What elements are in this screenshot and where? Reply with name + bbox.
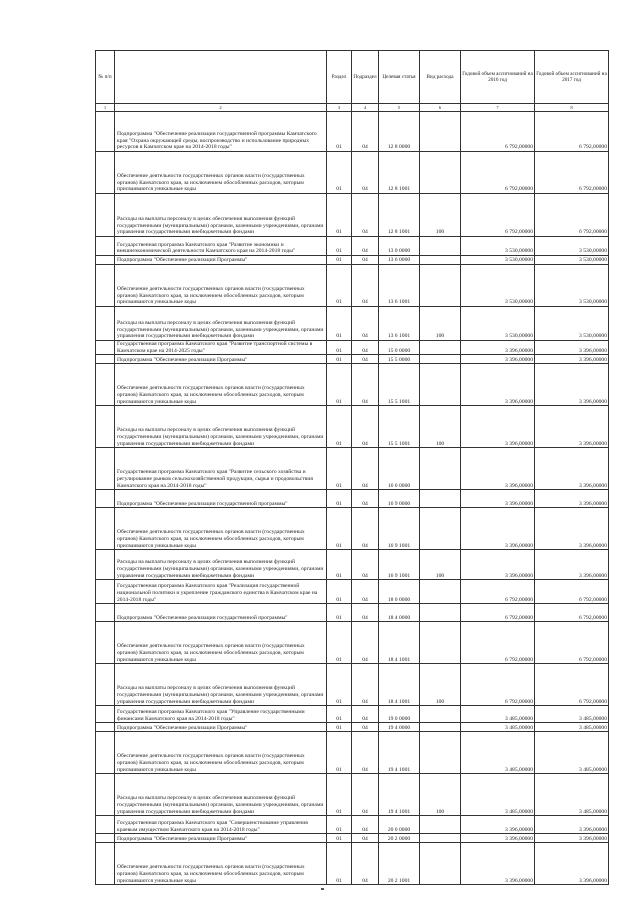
row-target-article: 15 0 0000 (379, 341, 420, 355)
row-amount-2017: 3 396,00000 (535, 448, 609, 490)
row-target-article: 19 4 0000 (379, 723, 420, 732)
row-amount-2016: 3 396,00000 (461, 834, 535, 843)
row-expense-type (420, 816, 461, 834)
row-number-cell (96, 341, 115, 355)
table-row (96, 307, 609, 341)
row-amount-2016: 6 792,00000 (461, 112, 535, 152)
row-razdel: 01 (327, 843, 352, 885)
page-mark (321, 888, 324, 890)
header-name (115, 51, 327, 104)
column-number-row (96, 104, 609, 112)
table-row (96, 355, 609, 364)
table-body (96, 112, 609, 885)
row-podrazdel: 04 (352, 448, 379, 490)
row-number-cell (96, 604, 115, 622)
row-amount-2016: 3 530,00000 (461, 265, 535, 307)
row-amount-2017: 3 485,00000 (535, 706, 609, 723)
table-row (96, 265, 609, 307)
row-amount-2016: 3 396,00000 (461, 508, 535, 550)
row-amount-2017: 6 792,00000 (535, 194, 609, 237)
row-podrazdel: 04 (352, 194, 379, 237)
row-amount-2017: 3 396,00000 (535, 508, 609, 550)
table-row (96, 816, 609, 834)
row-number-cell (96, 194, 115, 237)
row-razdel: 01 (327, 355, 352, 364)
row-expense-type: 100 (420, 406, 461, 448)
row-razdel: 01 (327, 341, 352, 355)
row-description: Государственная программа Камчатского края "Совершенствование управления краевым имуществом Камчатского края на 2014-2018 годы" (115, 816, 327, 834)
column-number: 2 (115, 104, 327, 112)
row-amount-2016: 3 485,00000 (461, 732, 535, 774)
row-expense-type (420, 723, 461, 732)
row-podrazdel: 04 (352, 706, 379, 723)
row-description: Обеспечение деятельности государственных органов власти (государственных органов) Камчатского края, за исключением обособленных расходов, которым присваиваются уникальные коды (115, 508, 327, 550)
row-podrazdel: 04 (352, 152, 379, 194)
row-description: Обеспечение деятельности государственных органов власти (государственных органов) Камчатского края, за исключением обособленных расходов, которым присваиваются уникальные коды (115, 364, 327, 406)
row-target-article: 15 5 1001 (379, 364, 420, 406)
row-razdel: 01 (327, 508, 352, 550)
row-amount-2017: 3 396,00000 (535, 843, 609, 885)
row-target-article: 19 4 1001 (379, 732, 420, 774)
row-target-article: 15 5 0000 (379, 355, 420, 364)
row-amount-2017: 3 485,00000 (535, 774, 609, 816)
row-description: Государственная программа Камчатского края "Развитие сельского хозяйства и регулирование рынков сельскохозяйственной продукции, сырья и продовольствия Камчатского края на 2014-2018 годы" (115, 448, 327, 490)
row-number-cell (96, 237, 115, 256)
row-podrazdel: 04 (352, 265, 379, 307)
row-amount-2017: 3 530,00000 (535, 256, 609, 265)
row-description: Обеспечение деятельности государственных органов власти (государственных органов) Камчатского края, за исключением обособленных расходов, которым присваиваются уникальные коды (115, 265, 327, 307)
row-description: Государственная программа Камчатского края "Развитие транспортной системы в Камчатском крае на 2014-2025 годы" (115, 341, 327, 355)
row-razdel: 01 (327, 550, 352, 580)
row-description: Обеспечение деятельности государственных органов власти (государственных органов) Камчатского края, за исключением обособленных расходов, которым присваиваются уникальные коды (115, 843, 327, 885)
row-amount-2017: 3 485,00000 (535, 723, 609, 732)
row-number-cell (96, 664, 115, 706)
row-description: Подпрограмма "Обеспечение реализации государственной программы Камчатского края "Охрана окружающей среды, воспроизводство и использование природных ресурсов в Камчатском крае на 2014-2018 годы" (115, 112, 327, 152)
row-amount-2017: 6 792,00000 (535, 112, 609, 152)
row-amount-2016: 3 396,00000 (461, 550, 535, 580)
row-target-article: 12 8 1001 (379, 152, 420, 194)
row-expense-type (420, 622, 461, 664)
row-description: Подпрограмма "Обеспечение реализации Программы" (115, 834, 327, 843)
row-target-article: 13 0 0000 (379, 237, 420, 256)
row-amount-2017: 3 530,00000 (535, 265, 609, 307)
row-number-cell (96, 774, 115, 816)
row-amount-2016: 3 396,00000 (461, 816, 535, 834)
row-description: Государственная программа Камчатского края "Реализация государственной национальной политики и укрепление гражданского единства в Камчатском крае на 2014-2018 годы" (115, 580, 327, 604)
table-row (96, 364, 609, 406)
row-target-article: 20 2 0000 (379, 834, 420, 843)
row-podrazdel: 04 (352, 664, 379, 706)
row-amount-2017: 3 396,00000 (535, 406, 609, 448)
row-amount-2017: 6 792,00000 (535, 664, 609, 706)
row-expense-type (420, 355, 461, 364)
row-description: Расходы на выплаты персоналу в целях обеспечения выполнения функций государственными (муниципальными) органами, казенными учреждениями, органами управления государственными внебюджетными фондами (115, 406, 327, 448)
header-amount-2016: Годовой объем ассигнований на 2016 год (461, 51, 535, 104)
row-description: Обеспечение деятельности государственных органов власти (государственных органов) Камчатского края, за исключением обособленных расходов, которым присваиваются уникальные коды (115, 622, 327, 664)
row-description: Государственная программа Камчатского края "Управление государственными финансами Камчатского края на 2014-2018 годы" (115, 706, 327, 723)
row-amount-2016: 3 485,00000 (461, 706, 535, 723)
row-expense-type (420, 580, 461, 604)
row-expense-type (420, 364, 461, 406)
row-amount-2017: 3 530,00000 (535, 237, 609, 256)
budget-document (95, 50, 608, 885)
column-number: 1 (96, 104, 115, 112)
table-row (96, 843, 609, 885)
table-row (96, 604, 609, 622)
row-target-article: 16 9 0000 (379, 490, 420, 508)
row-razdel: 01 (327, 732, 352, 774)
row-target-article: 16 9 1001 (379, 508, 420, 550)
row-razdel: 01 (327, 237, 352, 256)
row-expense-type: 100 (420, 774, 461, 816)
header-expense-type: Вид расхода (420, 51, 461, 104)
row-razdel: 01 (327, 664, 352, 706)
row-razdel: 01 (327, 152, 352, 194)
row-number-cell (96, 706, 115, 723)
column-number: 3 (327, 104, 352, 112)
row-amount-2017: 3 396,00000 (535, 490, 609, 508)
column-number: 4 (352, 104, 379, 112)
table-row (96, 341, 609, 355)
row-description: Подпрограмма "Обеспечение реализации государственной программы" (115, 490, 327, 508)
row-podrazdel: 04 (352, 550, 379, 580)
table-row (96, 406, 609, 448)
row-target-article: 20 0 0000 (379, 816, 420, 834)
row-podrazdel: 04 (352, 406, 379, 448)
row-target-article: 12 8 1001 (379, 194, 420, 237)
row-description: Подпрограмма "Обеспечение реализации Программы" (115, 355, 327, 364)
row-number-cell (96, 364, 115, 406)
row-amount-2017: 6 792,00000 (535, 580, 609, 604)
table-row (96, 580, 609, 604)
row-description: Государственная программа Камчатского края "Развитие экономики и внешнеэкономической деятельности Камчатского края на 2014-2018 годы" (115, 237, 327, 256)
row-razdel: 01 (327, 112, 352, 152)
row-expense-type (420, 448, 461, 490)
column-number: 7 (461, 104, 535, 112)
row-podrazdel: 04 (352, 622, 379, 664)
table-row (96, 550, 609, 580)
header-podrazdel: Подраздел (352, 51, 379, 104)
row-amount-2016: 3 396,00000 (461, 355, 535, 364)
row-number-cell (96, 816, 115, 834)
row-target-article: 18 4 0000 (379, 604, 420, 622)
row-razdel: 01 (327, 406, 352, 448)
row-amount-2017: 3 396,00000 (535, 550, 609, 580)
row-number-cell (96, 723, 115, 732)
row-razdel: 01 (327, 256, 352, 265)
row-amount-2016: 3 530,00000 (461, 307, 535, 341)
row-number-cell (96, 843, 115, 885)
table-row (96, 490, 609, 508)
header-row (96, 51, 609, 104)
row-amount-2016: 3 396,00000 (461, 406, 535, 448)
row-podrazdel: 04 (352, 508, 379, 550)
column-number: 5 (379, 104, 420, 112)
row-amount-2016: 6 792,00000 (461, 622, 535, 664)
row-description: Обеспечение деятельности государственных органов власти (государственных органов) Камчатского края, за исключением обособленных расходов, которым присваиваются уникальные коды (115, 152, 327, 194)
row-target-article: 13 6 1001 (379, 265, 420, 307)
row-number-cell (96, 580, 115, 604)
row-expense-type (420, 706, 461, 723)
row-razdel: 01 (327, 307, 352, 341)
row-amount-2017: 6 792,00000 (535, 604, 609, 622)
row-expense-type (420, 843, 461, 885)
row-razdel: 01 (327, 580, 352, 604)
row-expense-type (420, 732, 461, 774)
row-amount-2016: 3 485,00000 (461, 723, 535, 732)
row-podrazdel: 04 (352, 307, 379, 341)
row-razdel: 01 (327, 364, 352, 406)
row-podrazdel: 04 (352, 237, 379, 256)
row-expense-type (420, 112, 461, 152)
row-target-article: 20 2 1001 (379, 843, 420, 885)
row-expense-type: 100 (420, 194, 461, 237)
table-row (96, 194, 609, 237)
row-amount-2017: 3 396,00000 (535, 341, 609, 355)
row-amount-2016: 6 792,00000 (461, 604, 535, 622)
table-row (96, 732, 609, 774)
row-podrazdel: 04 (352, 834, 379, 843)
row-target-article: 12 8 0000 (379, 112, 420, 152)
row-podrazdel: 04 (352, 490, 379, 508)
row-description: Подпрограмма "Обеспечение реализации государственной программы" (115, 604, 327, 622)
row-podrazdel: 04 (352, 112, 379, 152)
row-amount-2016: 3 396,00000 (461, 843, 535, 885)
row-expense-type: 100 (420, 664, 461, 706)
row-description: Расходы на выплаты персоналу в целях обеспечения выполнения функций государственными (муниципальными) органами, казенными учреждениями, органами управления государственными внебюджетными фондами (115, 550, 327, 580)
row-razdel: 01 (327, 490, 352, 508)
row-podrazdel: 04 (352, 843, 379, 885)
table-row (96, 152, 609, 194)
row-expense-type (420, 152, 461, 194)
row-expense-type (420, 508, 461, 550)
row-target-article: 18 4 1001 (379, 622, 420, 664)
row-razdel: 01 (327, 265, 352, 307)
table-row (96, 508, 609, 550)
row-description: Подпрограмма "Обеспечение реализации Программы" (115, 723, 327, 732)
row-podrazdel: 04 (352, 723, 379, 732)
header-amount-2017: Годовой объем ассигнований на 2017 год (535, 51, 609, 104)
row-amount-2016: 6 792,00000 (461, 580, 535, 604)
row-expense-type (420, 490, 461, 508)
row-number-cell (96, 152, 115, 194)
row-podrazdel: 04 (352, 364, 379, 406)
row-number-cell (96, 355, 115, 364)
row-amount-2016: 3 396,00000 (461, 341, 535, 355)
row-amount-2017: 3 396,00000 (535, 355, 609, 364)
table-row (96, 706, 609, 723)
table-row (96, 256, 609, 265)
table-row (96, 664, 609, 706)
row-podrazdel: 04 (352, 732, 379, 774)
row-razdel: 01 (327, 604, 352, 622)
row-amount-2017: 3 530,00000 (535, 307, 609, 341)
row-target-article: 13 6 1001 (379, 307, 420, 341)
row-podrazdel: 04 (352, 580, 379, 604)
row-razdel: 01 (327, 706, 352, 723)
row-number-cell (96, 550, 115, 580)
row-target-article: 18 0 0000 (379, 580, 420, 604)
row-razdel: 01 (327, 774, 352, 816)
row-amount-2016: 3 396,00000 (461, 364, 535, 406)
row-amount-2016: 3 530,00000 (461, 237, 535, 256)
row-number-cell (96, 490, 115, 508)
row-description: Расходы на выплаты персоналу в целях обеспечения выполнения функций государственными (муниципальными) органами, казенными учреждениями, органами управления государственными внебюджетными фондами (115, 307, 327, 341)
row-target-article: 13 6 0000 (379, 256, 420, 265)
table-row (96, 834, 609, 843)
row-expense-type (420, 341, 461, 355)
row-number-cell (96, 732, 115, 774)
row-amount-2016: 6 792,00000 (461, 194, 535, 237)
column-number: 6 (420, 104, 461, 112)
row-target-article: 18 4 1001 (379, 664, 420, 706)
row-number-cell (96, 406, 115, 448)
row-number-cell (96, 265, 115, 307)
row-description: Обеспечение деятельности государственных органов власти (государственных органов) Камчатского края, за исключением обособленных расходов, которым присваиваются уникальные коды (115, 732, 327, 774)
row-amount-2016: 3 530,00000 (461, 256, 535, 265)
row-expense-type (420, 834, 461, 843)
row-amount-2017: 3 396,00000 (535, 816, 609, 834)
row-expense-type: 100 (420, 307, 461, 341)
table-row (96, 622, 609, 664)
row-podrazdel: 04 (352, 341, 379, 355)
row-podrazdel: 04 (352, 774, 379, 816)
header-num: № п/п (96, 51, 115, 104)
row-expense-type (420, 256, 461, 265)
table-row (96, 448, 609, 490)
row-amount-2017: 3 396,00000 (535, 364, 609, 406)
row-number-cell (96, 508, 115, 550)
budget-table (95, 50, 609, 885)
row-number-cell (96, 834, 115, 843)
row-amount-2017: 3 396,00000 (535, 834, 609, 843)
row-expense-type (420, 604, 461, 622)
row-target-article: 15 5 1001 (379, 406, 420, 448)
row-razdel: 01 (327, 448, 352, 490)
table-row (96, 237, 609, 256)
row-number-cell (96, 256, 115, 265)
row-amount-2016: 6 792,00000 (461, 664, 535, 706)
row-amount-2016: 3 396,00000 (461, 448, 535, 490)
row-target-article: 19 4 1001 (379, 774, 420, 816)
row-podrazdel: 04 (352, 355, 379, 364)
row-description: Расходы на выплаты персоналу в целях обеспечения выполнения функций государственными (муниципальными) органами, казенными учреждениями, органами управления государственными внебюджетными фондами (115, 194, 327, 237)
row-razdel: 01 (327, 723, 352, 732)
row-amount-2016: 6 792,00000 (461, 152, 535, 194)
row-number-cell (96, 622, 115, 664)
row-podrazdel: 04 (352, 816, 379, 834)
row-target-article: 16 0 0000 (379, 448, 420, 490)
row-amount-2017: 3 485,00000 (535, 732, 609, 774)
row-expense-type (420, 265, 461, 307)
row-razdel: 01 (327, 622, 352, 664)
table-row (96, 774, 609, 816)
row-description: Расходы на выплаты персоналу в целях обеспечения выполнения функций государственными (муниципальными) органами, казенными учреждениями, органами управления государственными внебюджетными фондами (115, 774, 327, 816)
row-description: Подпрограмма "Обеспечение реализации Программы" (115, 256, 327, 265)
row-number-cell (96, 448, 115, 490)
table-row (96, 112, 609, 152)
row-amount-2017: 6 792,00000 (535, 622, 609, 664)
row-expense-type (420, 237, 461, 256)
row-amount-2017: 6 792,00000 (535, 152, 609, 194)
row-description: Расходы на выплаты персоналу в целях обеспечения выполнения функций государственными (муниципальными) органами, казенными учреждениями, органами управления государственными внебюджетными фондами (115, 664, 327, 706)
row-amount-2016: 3 485,00000 (461, 774, 535, 816)
row-target-article: 16 9 1001 (379, 550, 420, 580)
row-razdel: 01 (327, 194, 352, 237)
row-razdel: 01 (327, 834, 352, 843)
table-row (96, 723, 609, 732)
row-number-cell (96, 307, 115, 341)
row-target-article: 19 0 0000 (379, 706, 420, 723)
column-number: 8 (535, 104, 609, 112)
row-podrazdel: 04 (352, 256, 379, 265)
header-razdel: Раздел (327, 51, 352, 104)
row-expense-type: 100 (420, 550, 461, 580)
row-number-cell (96, 112, 115, 152)
header-target-article: Целевая статья (379, 51, 420, 104)
row-podrazdel: 04 (352, 604, 379, 622)
row-razdel: 01 (327, 816, 352, 834)
row-amount-2016: 3 396,00000 (461, 490, 535, 508)
